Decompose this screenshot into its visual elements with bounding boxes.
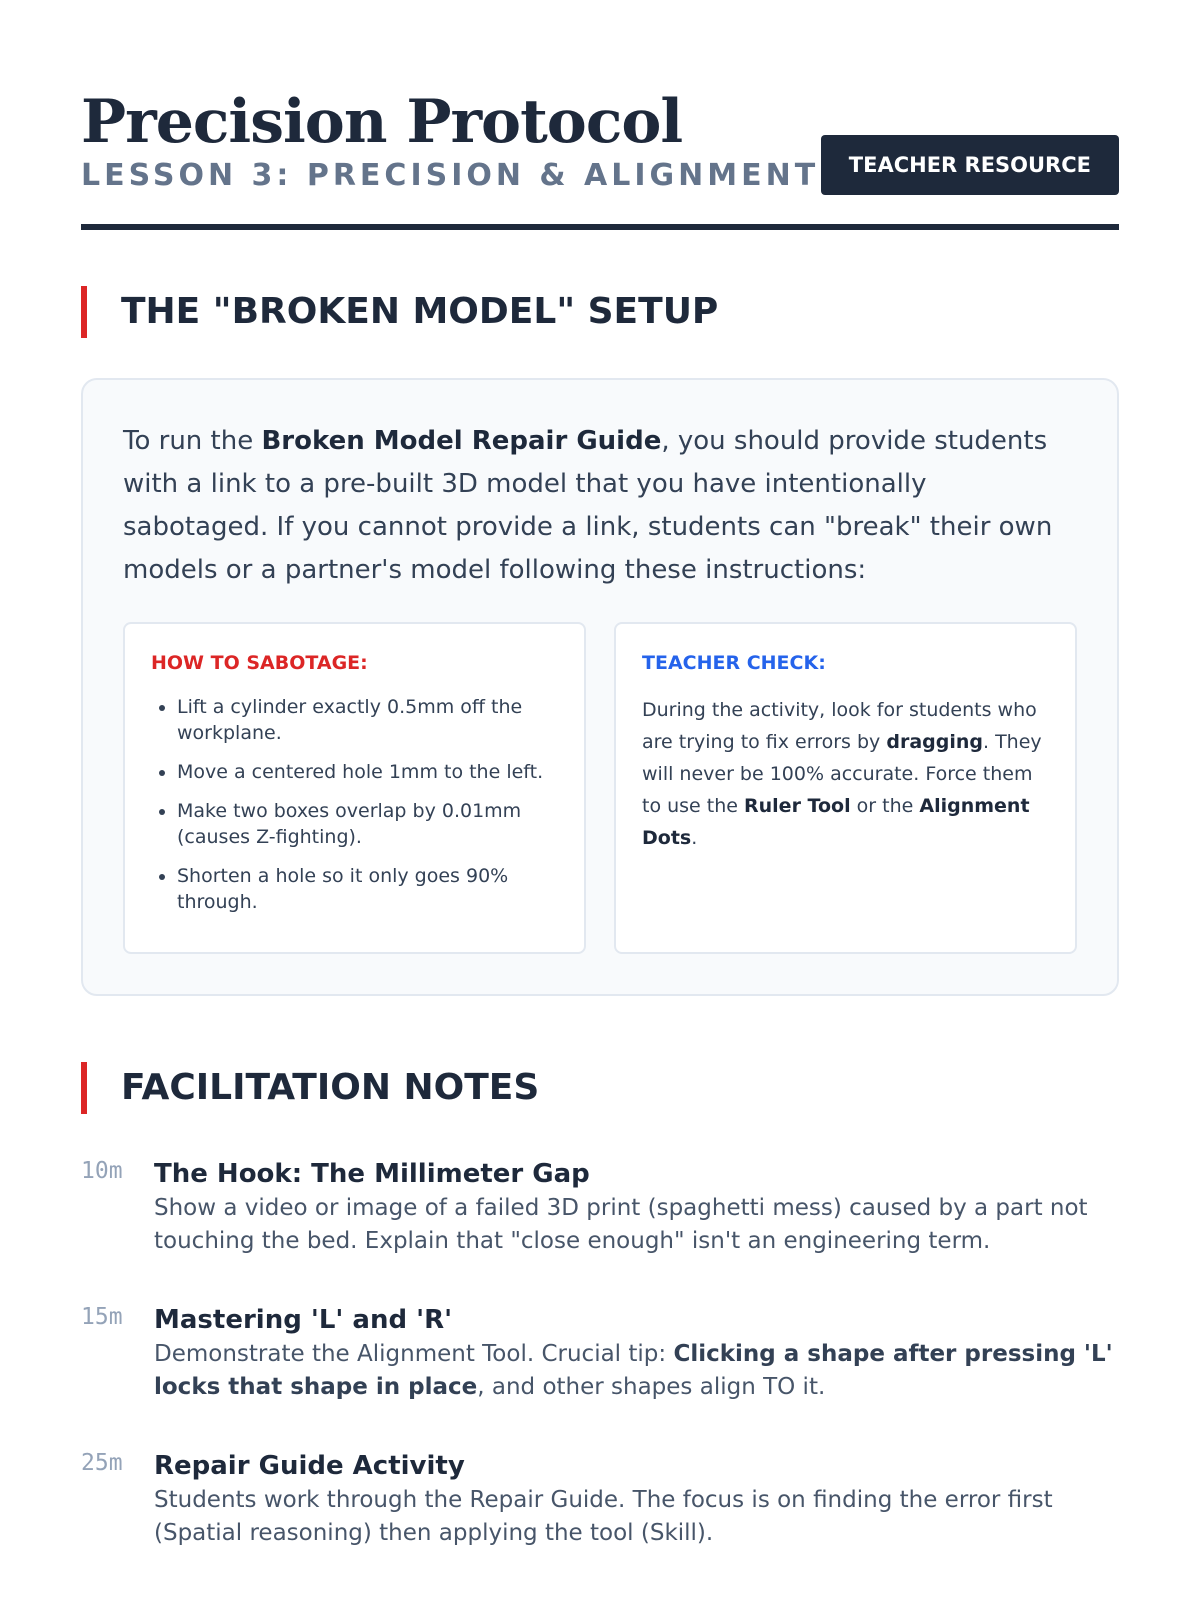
timeline-title: The Hook: The Millimeter Gap [154,1159,590,1189]
setup-intro [123,420,1077,592]
facilitation-timeline [81,1156,1119,1550]
timeline-description [154,1192,1119,1258]
timeline-body [154,1302,1119,1404]
timeline-title: Repair Guide Activity [154,1451,465,1481]
timeline-duration: 25m [81,1450,123,1476]
page-header [81,80,1119,230]
intro-text-end: , you should provide students with a link to a pre-built 3D model that you have intentionally sabotaged. If you cannot provide a link, students can "break" their own models or a partner's model following these instructions: [123,426,1053,585]
timeline-duration: 10m [81,1158,123,1184]
check-text-part: . [691,827,698,849]
setup-card [81,378,1119,996]
timeline-item [81,1302,1119,1404]
timeline-duration: 15m [81,1304,123,1330]
check-emphasis-alignment-dots: Alignment Dots [642,795,1030,849]
sabotage-title: HOW TO SABOTAGE: [151,652,368,674]
sabotage-list [151,694,558,915]
list-item: • Make two boxes overlap by 0.01mm (causes Z-fighting). [177,798,558,850]
page-title: Precision Protocol [81,87,683,157]
repair-guide-name: Broken Model Repair Guide [261,426,662,456]
description-text: Show a video or image of a failed 3D print (spaghetti mess) caused by a part not touching the bed. Explain that "close enough" isn't an engineering term. [154,1195,1088,1254]
section-heading-setup: THE "BROKEN MODEL" SETUP [81,286,1119,338]
timeline-title: Mastering 'L' and 'R' [154,1305,453,1335]
check-text-part: During the activity, look for students who are trying to fix errors by [642,699,1037,753]
teacher-check-title: TEACHER CHECK: [642,652,826,674]
list-item: • Shorten a hole so it only goes 90% through. [177,863,558,915]
timeline-body [154,1156,1119,1258]
intro-text-start: To run the [123,426,262,456]
timeline-description [154,1338,1119,1404]
description-text: Demonstrate the Alignment Tool. Crucial tip: [154,1341,674,1367]
description-text: Students work through the Repair Guide. The focus is on finding the error first (Spatial reasoning) then applying the tool (Skill). [154,1487,1053,1546]
section-heading-notes: FACILITATION NOTES [81,1062,1119,1114]
setup-card-grid [123,622,1077,954]
timeline-description [154,1484,1119,1550]
list-item: • Move a centered hole 1mm to the left. [177,759,558,785]
teacher-resource-badge: TEACHER RESOURCE [821,135,1119,195]
lesson-subtitle: LESSON 3: PRECISION & ALIGNMENT [81,158,820,193]
teacher-check-text [642,694,1049,854]
check-text-part: or the [850,795,920,817]
timeline-body [154,1448,1119,1550]
description-emphasis: Clicking a shape after pressing 'L' locks that shape in place [154,1341,1113,1400]
check-emphasis-dragging: dragging [886,731,983,753]
sabotage-card [123,622,586,954]
teacher-check-card [614,622,1077,954]
check-emphasis-ruler-tool: Ruler Tool [744,795,851,817]
list-item: • Lift a cylinder exactly 0.5mm off the workplane. [177,694,558,746]
check-text-part: . They will never be 100% accurate. Force them to use the [642,731,1042,817]
timeline-item [81,1448,1119,1550]
timeline-item [81,1156,1119,1258]
description-text: , and other shapes align TO it. [477,1374,826,1400]
